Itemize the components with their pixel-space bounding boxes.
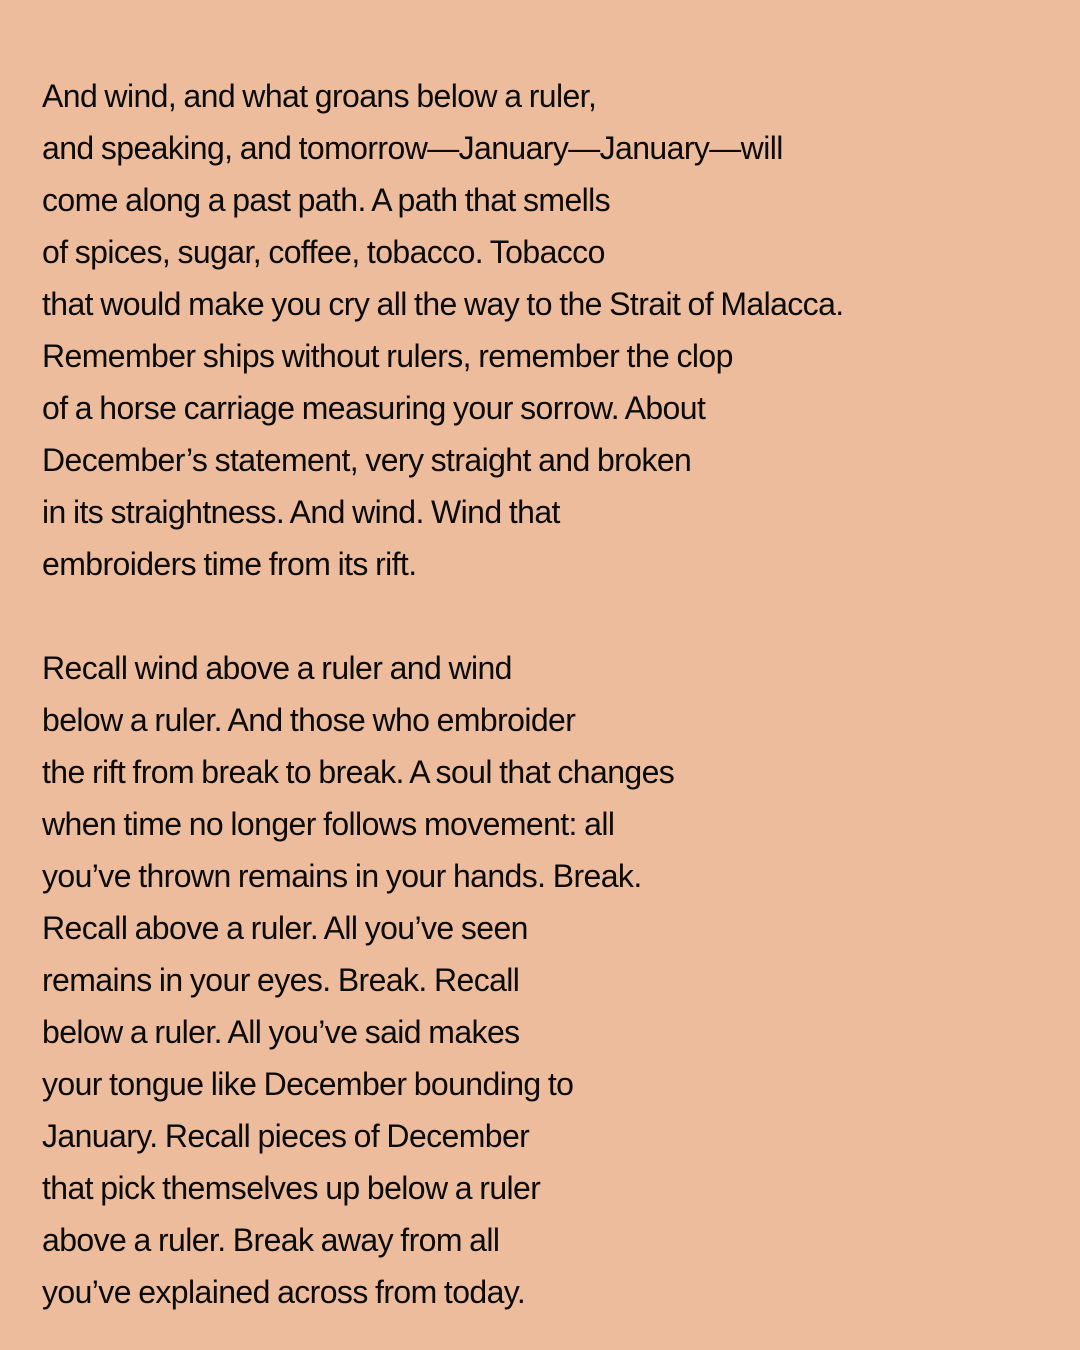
poem-line: in its straightness. And wind. Wind that <box>42 494 560 530</box>
poem-line: of spices, sugar, coffee, tobacco. Tobacco <box>42 234 605 270</box>
poem-line: embroiders time from its rift. <box>42 546 417 582</box>
poem <box>42 70 1052 1318</box>
stanza-2 <box>42 642 1052 1318</box>
poem-line: remains in your eyes. Break. Recall <box>42 962 520 998</box>
poem-line: and speaking, and tomorrow—January—January—will <box>42 130 783 166</box>
poem-line: Recall wind above a ruler and wind <box>42 650 512 686</box>
poem-line: you’ve thrown remains in your hands. Break. <box>42 858 642 894</box>
poem-line: January. Recall pieces of December <box>42 1118 530 1154</box>
poem-line: And wind, and what groans below a ruler, <box>42 78 597 114</box>
poem-line: that pick themselves up below a ruler <box>42 1170 541 1206</box>
poem-line: when time no longer follows movement: all <box>42 806 615 842</box>
poem-line: December’s statement, very straight and broken <box>42 442 692 478</box>
poem-line: below a ruler. And those who embroider <box>42 702 576 738</box>
poem-line: that would make you cry all the way to the Strait of Malacca. <box>42 286 844 322</box>
poem-line: of a horse carriage measuring your sorrow. About <box>42 390 706 426</box>
poem-line: Recall above a ruler. All you’ve seen <box>42 910 528 946</box>
poem-line: below a ruler. All you’ve said makes <box>42 1014 520 1050</box>
poem-line: your tongue like December bounding to <box>42 1066 574 1102</box>
poem-line: Remember ships without rulers, remember the clop <box>42 338 733 374</box>
poem-line: come along a past path. A path that smells <box>42 182 611 218</box>
poem-line: above a ruler. Break away from all <box>42 1222 500 1258</box>
poem-line: you’ve explained across from today. <box>42 1274 526 1310</box>
poem-line: the rift from break to break. A soul that changes <box>42 754 675 790</box>
stanza-1 <box>42 70 1052 590</box>
